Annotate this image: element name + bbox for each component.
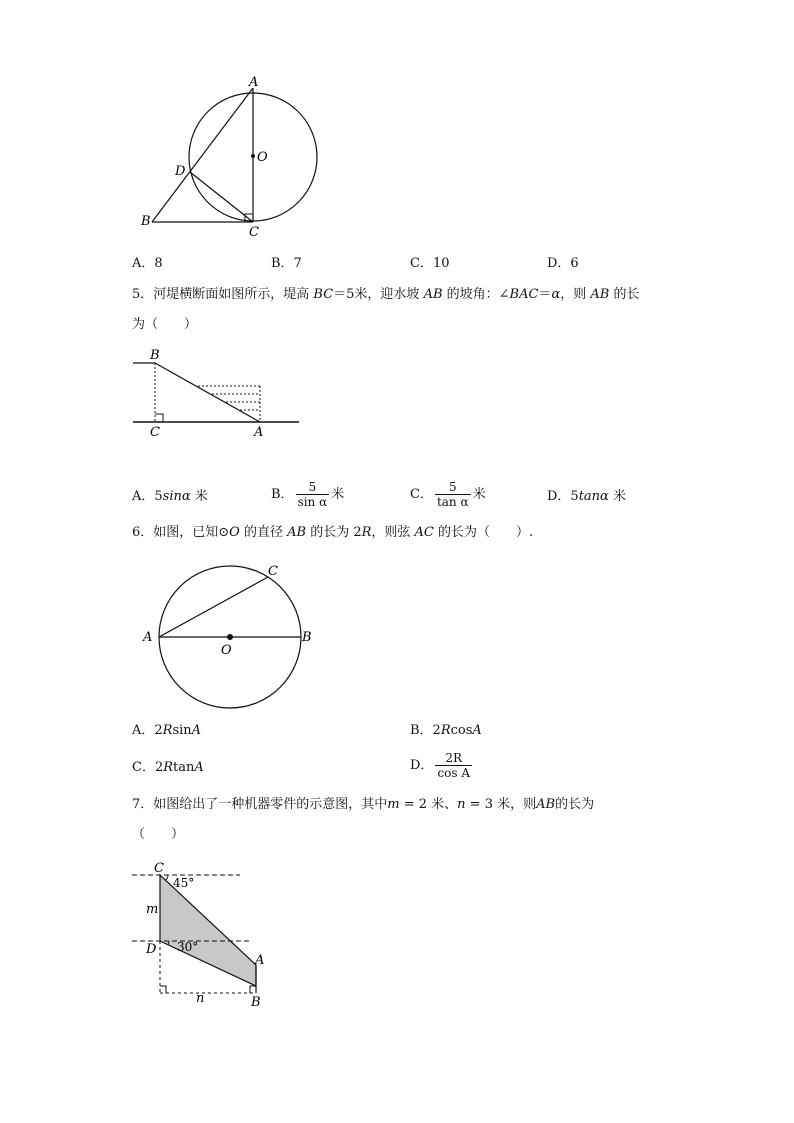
q4-label-o: O [257, 150, 268, 165]
q6-chord-ac [159, 577, 268, 637]
q7-label-m: m [146, 902, 159, 917]
q6-label-o: O [221, 643, 232, 658]
q6-figure [138, 560, 323, 715]
q7-label-30: 30° [177, 940, 199, 954]
q4-option-d[interactable]: D．6 [547, 256, 579, 271]
q4-figure [130, 70, 340, 245]
q6-option-d[interactable]: D． $\frac{2R}{\text{cos A}}$ [410, 751, 471, 780]
q5-option-c[interactable]: C． $\frac{5}{\text{tan α}}$ 米 [410, 480, 486, 509]
q4-label-d: D [175, 164, 186, 179]
q4-center-dot [251, 154, 255, 158]
q5-option-d[interactable]: D．5tanα 米 [547, 489, 626, 504]
q6-label-b: B [302, 630, 312, 645]
q4-label-b: B [141, 214, 151, 229]
q7-shaded-part [160, 875, 256, 986]
q4-label-a: A [249, 75, 259, 90]
q5-right-angle-mark [155, 414, 163, 422]
q6-stem: 6．如图，已知⊙O 的直径 AB 的长为 2R，则弦 AC 的长为（ ）. [132, 525, 534, 540]
q5-stem-line2: 为（ ） [132, 317, 198, 332]
q7-label-n: n [196, 991, 205, 1006]
q6-label-a: A [143, 630, 153, 645]
q7-stem-line1: 7．如图给出了一种机器零件的示意图，其中m = 2 米、n = 3 米，则AB的长为 [132, 797, 595, 812]
q4-option-a[interactable]: A．8 [132, 256, 163, 271]
q7-label-b: B [251, 995, 261, 1010]
q7-angle-arc-45 [166, 875, 169, 881]
q5-slope-ba [155, 363, 260, 422]
q7-right-angle-left [160, 986, 166, 993]
q4-line-ab [152, 88, 253, 222]
q7-figure [128, 858, 278, 1013]
q7-label-d: D [146, 942, 157, 957]
q4-line-dc [190, 172, 253, 222]
q6-option-a[interactable]: A．2RsinA [132, 723, 202, 738]
q5-label-b: B [150, 348, 160, 363]
q4-option-b[interactable]: B．7 [271, 256, 302, 271]
q7-stem-line2: （ ） [132, 827, 185, 842]
q6-option-b[interactable]: B．2RcosA [410, 723, 482, 738]
q4-option-c[interactable]: C．10 [410, 256, 450, 271]
q7-label-45: 45° [173, 876, 195, 890]
q5-option-a[interactable]: A．5sinα 米 [132, 489, 208, 504]
q7-right-angle-right [250, 986, 256, 993]
q5-label-a: A [254, 425, 264, 440]
q5-option-b[interactable]: B． $\frac{5}{\text{sin α}}$ 米 [271, 480, 345, 509]
q7-label-a: A [255, 953, 265, 968]
q7-label-c: C [154, 861, 164, 876]
q5-stem-line1: 5．河堤横断面如图所示，堤高 BC＝5米，迎水坡 AB 的坡角：∠BAC＝α，则 AB 的长 [132, 287, 640, 302]
q5-figure [128, 345, 308, 440]
q6-center-dot [227, 634, 233, 640]
q6-option-c[interactable]: C．2RtanA [132, 760, 204, 775]
q4-label-c: C [249, 225, 259, 240]
q6-label-c: C [268, 564, 278, 579]
q5-label-c: C [150, 425, 160, 440]
